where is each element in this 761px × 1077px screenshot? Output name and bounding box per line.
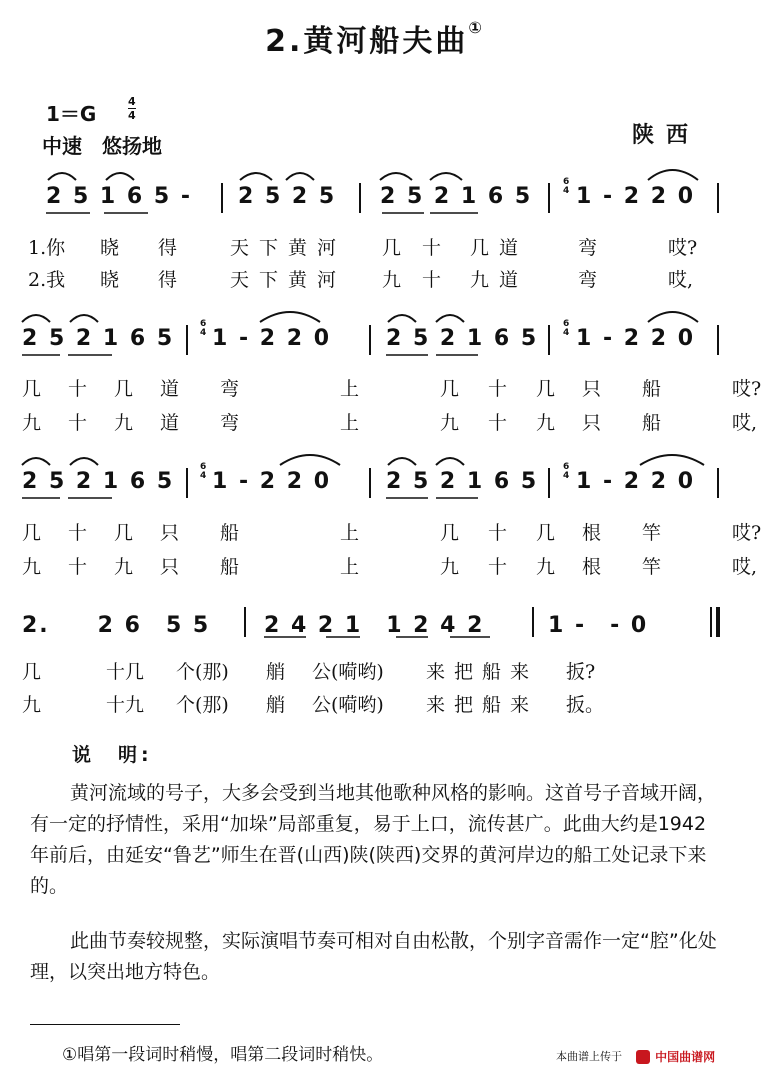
tempo-marking: 中速 悠扬地 [42, 134, 162, 158]
measure-notes: 1 - 2 2 0 [576, 184, 695, 209]
lyric-line-verse-2: 九 十 九 只 船 上 九 十 九 根 竿 哎, [22, 556, 758, 578]
measure-notes: 1 - 2 2 0 [212, 469, 331, 494]
lyric-line-verse-1: 几 十几 个(那) 艄 公(嗬哟) 来 把 船 来 扳? [22, 661, 596, 683]
meter-change-mark: 6 4 [563, 462, 570, 481]
meter-change-mark: 6 4 [563, 177, 570, 196]
measure-notes: 2 5 2 1 6 5 [22, 469, 175, 494]
measure-notes: 2 5 2 5 [238, 184, 337, 209]
measure-notes: 2 5 2 1 6 5 [386, 469, 539, 494]
measure-notes: 2 5 2 1 6 5 [380, 184, 533, 209]
measure-notes: 1 - - 0 [548, 613, 649, 638]
measure-notes: 2 5 2 1 6 5 [386, 326, 539, 351]
source-text: 本曲谱上传于 [556, 1050, 622, 1063]
footnote-divider [30, 1024, 180, 1025]
lyric-line-verse-2: 九 十 九 道 弯 上 九 十 九 只 船 哎, [22, 412, 758, 434]
site-logo[interactable] [636, 1046, 744, 1062]
measure-notes: 2 4 2 1 1 2 4 2 [264, 613, 485, 638]
measure-notes: 2 5 1 6 5 - [46, 184, 192, 209]
lyric-line-verse-2: 2.我 晓 得 天下黄河 九 十 九道 弯 哎, [28, 269, 694, 291]
explanation-paragraph-1: 黄河流域的号子，大多会受到当地其他歌种风格的影响。这首号子音域开阔，有一定的抒情性，采用“加垛”局部重复，易于上口，流传甚广。此曲大约是1942年前后，由延安“鲁艺”师生在晋(山西)陕(陕西)交界的黄河岸边的船工处记录下来的。 [30, 782, 717, 897]
lyric-line-verse-1: 几 十 几 道 弯 上 几 十 几 只 船 哎? [22, 378, 761, 400]
measure-notes: 2 5 2 1 6 5 [22, 326, 175, 351]
lyric-line-verse-1: 1.你 晓 得 天下黄河 几 十 几道 弯 哎? [28, 237, 698, 259]
measure-notes: 1 - 2 2 0 [212, 326, 331, 351]
key-signature: 1＝G [46, 102, 97, 126]
meter-change-mark: 6 4 [563, 319, 570, 338]
page-title: 2.黄河船夫曲① [265, 18, 485, 59]
logo-text: 中国曲谱网 [655, 1050, 716, 1064]
lyric-line-verse-1: 几 十 几 只 船 上 几 十 几 根 竿 哎? [22, 522, 761, 544]
explanation-heading: 说 明: [72, 744, 153, 766]
lyric-line-verse-2: 九 十九 个(那) 艄 公(嗬哟) 来 把 船 来 扳。 [22, 694, 605, 716]
meter-change-mark: 6 4 [200, 319, 207, 338]
title-footnote-mark: ① [468, 18, 485, 37]
measure-notes: 2. 2 6 5 5 [22, 613, 211, 638]
explanation-paragraph-2: 此曲节奏较规整，实际演唱节奏可相对自由松散，个别字音需作一定“腔”化处理，以突出地方特色。 [30, 930, 717, 983]
measure-notes: 1 - 2 2 0 [576, 326, 695, 351]
time-signature: 4 4 [128, 95, 136, 122]
region-label: 陕西 [632, 123, 701, 148]
measure-notes: 1 - 2 2 0 [576, 469, 695, 494]
meter-change-mark: 6 4 [200, 462, 207, 481]
logo-icon [636, 1050, 650, 1064]
footnote: ①唱第一段词时稍慢，唱第二段词时稍快。 [62, 1045, 384, 1065]
